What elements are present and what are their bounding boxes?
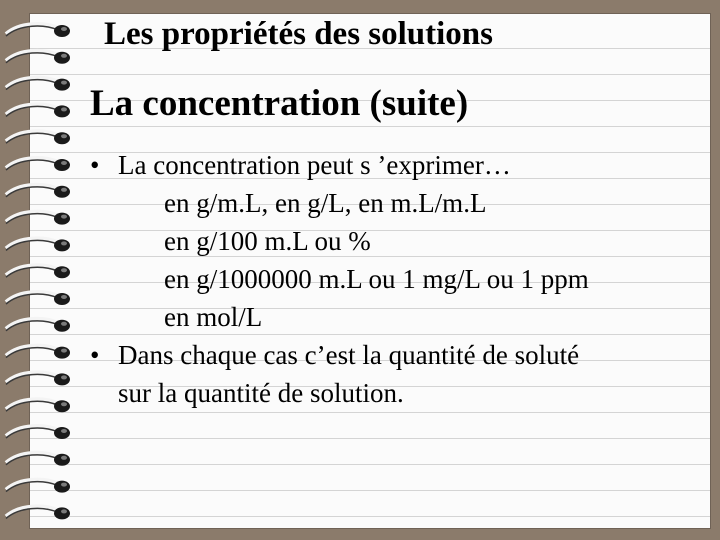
- spiral-coil: [6, 480, 70, 493]
- bullet-text-line-2: sur la quantité de solution.: [118, 378, 404, 408]
- spiral-coil: [6, 51, 70, 64]
- spiral-coil: [6, 265, 70, 278]
- spiral-coil: [6, 185, 70, 198]
- bullet-icon: •: [90, 150, 100, 180]
- bullet-item-2: [90, 336, 690, 374]
- bullet-item-2-continuation: [90, 374, 690, 412]
- spiral-coil: [6, 158, 70, 171]
- bullet-text: La concentration peut s ’exprimer…: [118, 150, 511, 180]
- spiral-coil: [6, 426, 70, 439]
- sub-item: en g/1000000 m.L ou 1 mg/L ou 1 ppm: [164, 264, 589, 294]
- slide-body: [90, 146, 690, 412]
- spiral-binding-icon: [0, 14, 80, 528]
- bullet-icon: •: [90, 340, 100, 370]
- spiral-coil: [6, 399, 70, 412]
- spiral-coil: [6, 506, 70, 519]
- spiral-coil: [6, 292, 70, 305]
- bullet-text-line-1: Dans chaque cas c’est la quantité de soluté: [118, 340, 580, 370]
- spiral-coil: [6, 372, 70, 385]
- spiral-coil: [6, 453, 70, 466]
- spiral-coil: [6, 346, 70, 359]
- page-title: Les propriétés des solutions: [104, 16, 494, 52]
- spiral-coil: [6, 24, 70, 37]
- spiral-coil: [6, 78, 70, 91]
- spiral-coil: [6, 212, 70, 225]
- spiral-coil: [6, 319, 70, 332]
- sub-item: en g/m.L, en g/L, en m.L/m.L: [164, 188, 487, 218]
- spiral-coil: [6, 131, 70, 144]
- spiral-coil: [6, 104, 70, 117]
- sub-item: en g/100 m.L ou %: [164, 226, 371, 256]
- slide-subtitle: La concentration (suite): [90, 83, 469, 124]
- sub-item: en mol/L: [164, 302, 263, 332]
- bullet-item-1: [90, 146, 690, 184]
- spiral-coil: [6, 238, 70, 251]
